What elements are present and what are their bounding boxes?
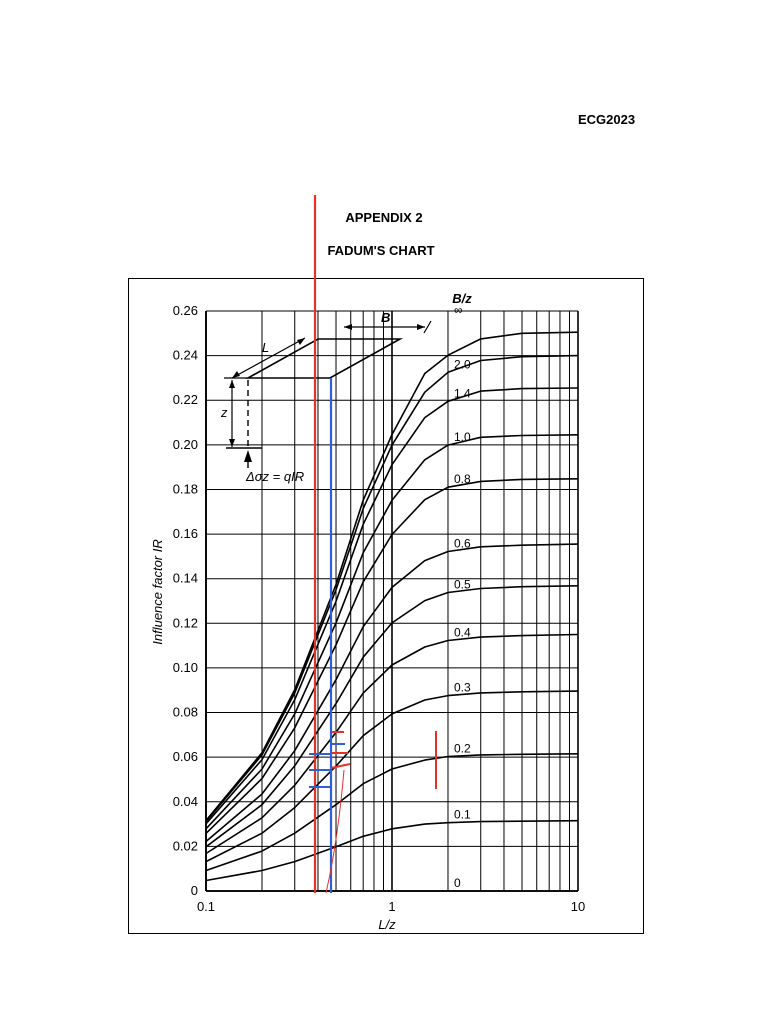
y-tick-label: 0.12 [172, 615, 198, 631]
curve-label-0: 0 [453, 876, 461, 890]
curve-label-0.8: 0.8 [453, 472, 471, 487]
arrowhead-icon [344, 324, 352, 330]
y-tick-label: 0.04 [172, 793, 198, 809]
arrowhead-icon [417, 324, 425, 330]
y-tick-label: 0.26 [172, 303, 198, 318]
arrowhead-icon [232, 371, 240, 378]
arrowhead-icon [229, 439, 235, 447]
x-tick-label: 1 [388, 899, 396, 914]
arrowhead-icon [297, 338, 305, 345]
curve-label-0.5: 0.5 [453, 577, 471, 592]
loaded-rectangle-diagram [220, 310, 431, 484]
label-B: B [381, 310, 391, 325]
chart-title: FADUM'S CHART [327, 243, 435, 258]
appendix-title: APPENDIX 2 [345, 210, 423, 225]
curve-label-0.4: 0.4 [453, 625, 471, 640]
y-tick-label: 0.20 [172, 436, 198, 452]
y-tick-label: 0.10 [172, 659, 198, 675]
curve-label-1.0: 1.0 [453, 430, 471, 445]
red-sketch-curve [326, 770, 344, 893]
y-tick-label: 0 [190, 883, 198, 898]
y-tick-label: 0.14 [172, 570, 198, 586]
curve-label-2.0: 2.0 [453, 357, 471, 372]
y-tick-label: 0.02 [172, 838, 198, 854]
annotation-markers [309, 195, 436, 893]
curve-label-0.6: 0.6 [453, 536, 471, 551]
curve-label-∞: ∞ [453, 303, 463, 318]
curve-label-0.3: 0.3 [453, 680, 471, 695]
y-tick-label: 0.16 [172, 526, 198, 542]
legend-title: B/z [452, 291, 472, 306]
curve-label-1.4: 1.4 [453, 386, 471, 401]
y-tick-label: 0.18 [172, 481, 198, 497]
x-tick-label: 10 [570, 899, 586, 914]
y-tick-label: 0.06 [172, 749, 198, 765]
x-tick-label: 0.1 [196, 899, 216, 914]
formula-label: Δσz = qIR [246, 469, 305, 484]
rectangle-area-shape [248, 339, 400, 378]
curve-label-0.1: 0.1 [453, 807, 471, 822]
curve-label-0.2: 0.2 [453, 741, 471, 756]
y-axis-title: Influence factor IR [150, 539, 165, 645]
x-axis-title: L/z [378, 917, 396, 932]
red-tick-mark [331, 764, 350, 768]
y-tick-label: 0.08 [172, 704, 198, 720]
y-tick-label: 0.24 [172, 347, 198, 363]
course-code: ECG2023 [578, 112, 636, 127]
axes [173, 303, 586, 914]
tick-mark [424, 321, 431, 333]
label-z: z [221, 405, 228, 420]
arrowhead-icon [229, 380, 235, 388]
y-tick-label: 0.22 [172, 392, 198, 408]
label-L: L [262, 340, 270, 355]
